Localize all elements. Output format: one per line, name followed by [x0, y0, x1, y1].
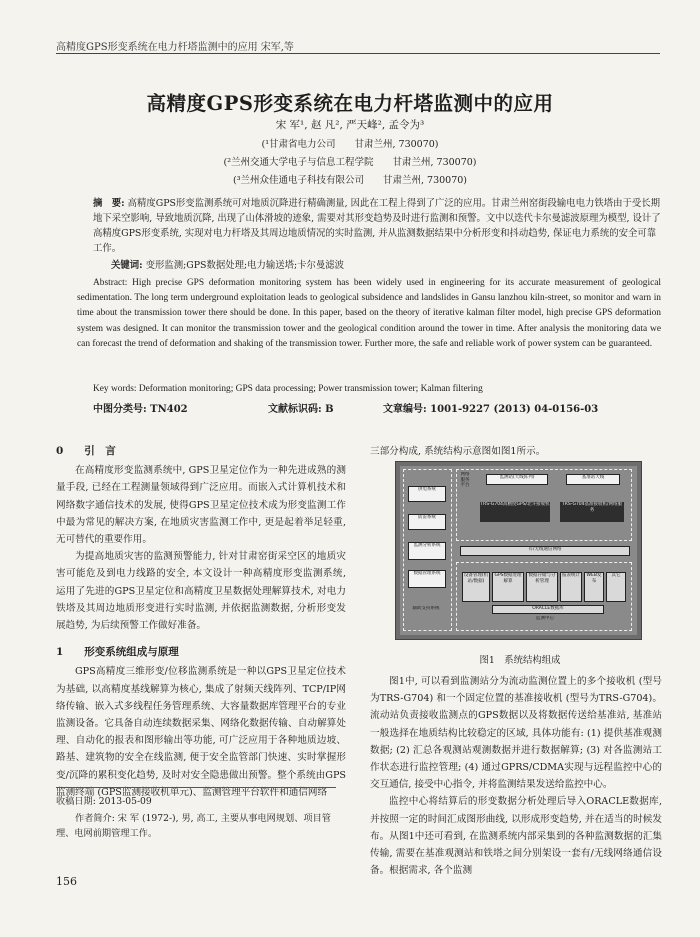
affiliation-1: (¹甘肃省电力公司 甘肃兰州, 730070)	[261, 139, 439, 150]
figure-box-base-receiver: TRS-G704基准接收机/网络服务	[560, 502, 624, 522]
figure-box-monitor-receiver: TRS-G704高精度GPS/北斗接收机	[480, 502, 550, 522]
figure-box-lightning: 防雷系统	[408, 514, 446, 530]
figure-box-storage: 数据存储与分析管理	[526, 572, 558, 602]
right-paragraph-0: 三部分构成, 系统结构示意图如图1所示。	[370, 446, 546, 457]
section-1-paragraph-1: GPS高精度三维形变/位移监测系统是一种以GPS卫星定位技术为基础, 以高精度基线解算为核心, 集成了射频天线阵列、TCP/IP网络传输、嵌入式多线程任务管理系统、大容量数据库管理平台的专业监测设备。它具备自动连续数据采集、网络化数据传输、自动解算处理、自动化的报表和图形输出等功能, 可广泛应用于各种地质边坡、路基、建筑物的安全在线监测, 便于安全监管部门快速、实时掌握形变/沉降的累积变化趋势, 及时对安全隐患做出预警。整个系统由GPS监测终端 (GPS监测接收机单元)、监测管理平台软件和通信网络	[56, 666, 346, 798]
figure-box-power: 供电系统	[408, 486, 446, 502]
figure-box-base-antenna: 基准站天线	[566, 474, 620, 485]
right-column-bottom	[370, 673, 662, 879]
abstract-zh-label: 摘 要:	[93, 198, 125, 209]
figure-caption: 图1 系统结构组成	[479, 655, 561, 666]
keywords-en	[93, 384, 483, 394]
figure-box-analysis: 监测分析系统	[408, 542, 446, 560]
figure-box-report: 报表统计	[560, 572, 582, 602]
figure-box-monitor-antenna: 监测站(天线阵列)	[486, 474, 548, 485]
affiliation-3: (³兰州众佳通电子科技有限公司 甘肃兰州, 730070)	[232, 175, 468, 186]
footnote-author: 作者简介: 宋 军 (1972-), 男, 高工, 主要从事电网规划、项目管理、电网前期管理工作。	[56, 813, 331, 839]
author-list: 宋 军¹, 赵 凡², 严天峰², 孟令为³	[275, 119, 425, 131]
page-number: 156	[56, 875, 77, 888]
keywords-zh-label: 关键词:	[111, 260, 143, 271]
footnote-received: 收稿日期: 2013-05-09	[56, 796, 152, 807]
section-0-heading: 0 引 言	[56, 445, 116, 457]
document-code: 文献标识码: B	[268, 404, 334, 415]
abstract-en-text: High precise GPS deformation monitoring system has been widely used in engineering for its accurate measurement of geological sedimentation. The long term underground exploitation leads to geological subsidence and landslides in Gansu lanzhou kiln-street, so monitor and warn in time about the transmission tower there should be done. In this paper, based on the theory of iterative kalman filter model, high precise GPS deformation system was designed. It can monitor the transmission tower and the geological condition around the tower in time. After analysis the monitoring data we can forecast the trend of deformation and shaking of the transmission tower. Further more, the safe and reliable work of power system can be guaranteed.	[77, 278, 661, 349]
figure-label-monitor-center: 监测中心	[536, 616, 554, 621]
right-paragraph-2: 监控中心将结算后的形变数据分析处理后导入ORACLE数据库, 并按照一定的时间汇成图形曲线, 以形成形变趋势, 并在适当的时候发布。从图1中还可看到, 在监测系统内部采集到的各种监测数据的汇集传输, 需要在基准观测站和铁塔之间分别架设一套有/无线网络通信设备。根据需求, 各个监测	[370, 796, 662, 877]
right-paragraph-1: 图1中, 可以看到监测站分为流动监测位置上的多个接收机 (型号为TRS-G704) 和一个固定位置的基准接收机 (型号为TRS-G704)。流动站负责接收监测点的GPS数据以及将数据传送给基准站, 基准站一般选择在地质结构比较稳定的区域, 具体功能有: (1) 提供基准观测数据; (2) 汇总各观测站观测数据并进行数据解算; (3) 对各监测站工作状态进行监控管理; (4) 通过GPRS/CDMA实现与远程监控中心的交互通信, 接受中心指令, 并将监测结果发送给监控中心。	[370, 676, 662, 791]
figure-box-device-mgmt: 设备管理(机站/数据)	[462, 572, 490, 602]
keywords-zh-text: 变形监测;GPS数据处理;电力输送塔;卡尔曼滤波	[145, 260, 345, 271]
header-rule	[56, 53, 660, 54]
section-1-heading: 1 形变系统组成与原理	[56, 646, 179, 659]
figure-label-support: 辅助支持系统	[412, 606, 440, 611]
keywords-en-text: Deformation monitoring; GPS data processing; Power transmission tower; Kalman filtering	[138, 384, 483, 394]
article-number: 文章编号: 1001-9227 (2013) 04-0156-03	[383, 404, 599, 415]
abstract-zh-text: 高精度GPS形变监测系统可对地质沉降进行精确测量, 因此在工程上得到了广泛的应用。甘肃兰州窑街段输电电力铁塔由于受长期地下采空影响, 导致地质沉降, 出现了山体滑坡的迹象, 需要对其形变趋势及时进行监测和预警。文中以迭代卡尔曼滤波原理为模型, 设计了高精度GPS形变系统, 实现对电力杆塔及其周边地质情况的实时监测, 并从监测数据结果中分析形变和抖动趋势, 保证电力系统的安全可靠工作。	[93, 198, 661, 254]
abstract-en	[77, 276, 661, 352]
figure-box-gps-solve: GPS数据处理解算	[492, 572, 524, 602]
figure-box-comm-network: 有/无线通信网络	[460, 546, 630, 556]
abstract-zh	[93, 196, 661, 256]
paper-title: 高精度GPS形变系统在电力杆塔监测中的应用	[146, 92, 554, 115]
running-head: 高精度GPS形变系统在电力杆塔监测中的应用 宋军,等	[56, 42, 294, 53]
section-0-paragraph-2: 为提高地质灾害的监测预警能力, 针对甘肃窑街采空区的地质灾害可能危及到电力线路的安全, 本文设计一种高精度形变监测系统, 运用了先进的GPS卫星定位和高精度卫星数据处理解算技术, 对电力铁塔及其周边地质形变进行实时监测, 并依据监测数据, 分析形变发展趋势, 为后续预警工作做好准备。	[56, 551, 346, 632]
abstract-en-label: Abstract:	[93, 278, 128, 288]
figure-box-oracle: ORACLE数据库	[492, 605, 604, 614]
footnote-rule	[56, 787, 336, 788]
keywords-zh	[111, 257, 344, 271]
left-column	[56, 443, 346, 801]
figure-label-network-platform: 网络服务平台	[460, 472, 470, 488]
figure-box-other: 其它	[606, 572, 626, 602]
figure-box-data-mgmt: 数据管理系统	[408, 570, 446, 588]
figure-background	[400, 466, 637, 635]
affiliation-2: (²兰州交通大学电子与信息工程学院 甘肃兰州, 730070)	[223, 157, 477, 168]
keywords-en-label: Key words:	[93, 384, 137, 394]
figure-box-web: WEB发布	[584, 572, 604, 602]
clc-number: 中图分类号: TN402	[93, 404, 188, 415]
right-column-top	[370, 443, 662, 460]
section-0-paragraph-1: 在高精度形变监测系统中, GPS卫星定位作为一种先进成熟的测量手段, 已经在工程测量领域得到广泛应用。而嵌入式计算机技术和网络数字通信技术的发展, 使得GPS卫星定位技术成为形变监测工作中最为常见的解决方案, 在地质灾害监测工作中, 更是起着举足轻重, 无可替代的重要作用。	[56, 465, 346, 546]
system-structure-figure	[395, 461, 642, 640]
